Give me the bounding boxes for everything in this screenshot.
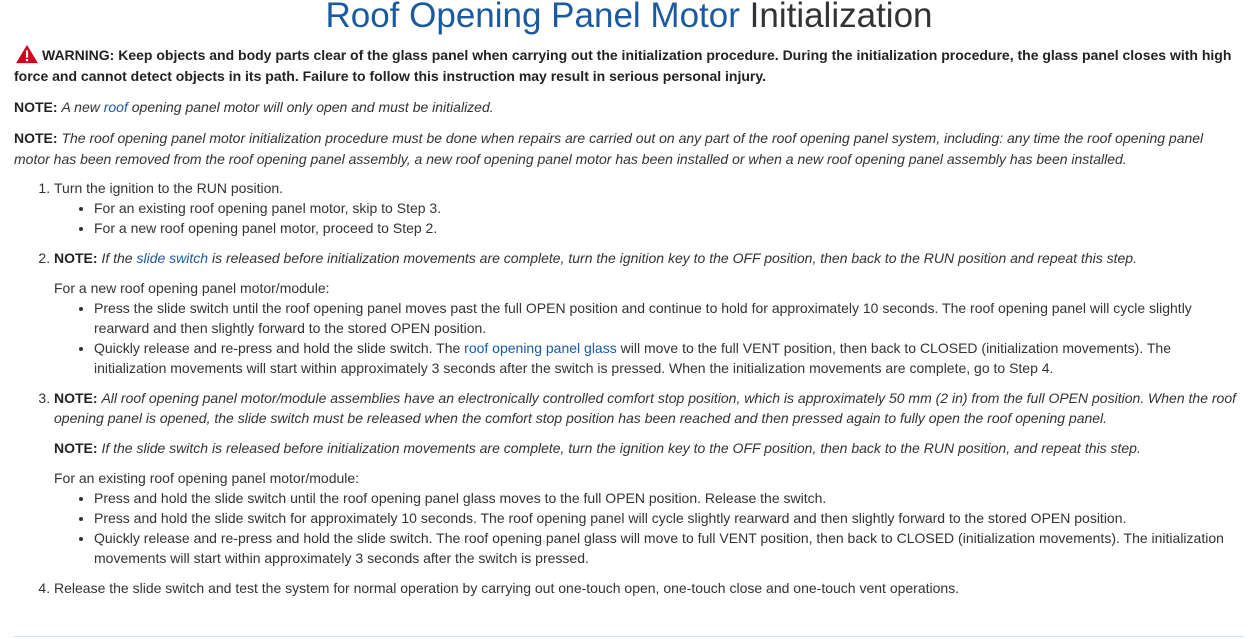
page-title	[0, 0, 1250, 38]
step-3-note-release	[54, 438, 1238, 458]
list-item: • Press the slide switch until the roof opening panel moves past the full OPEN position and continue to hold for approximately 10 seconds. The roof opening panel will cycle slightly rearward and then slightly forward to the stored OPEN position.	[94, 298, 1238, 338]
procedure-steps	[14, 178, 1238, 598]
note-text-pre: A new	[61, 99, 104, 115]
step-1-bullets	[54, 198, 1238, 238]
step-3-intro: For an existing roof opening panel motor/module:	[54, 470, 360, 486]
note-label: NOTE:	[54, 390, 98, 406]
procedure-content	[14, 44, 1238, 598]
divider	[14, 636, 1244, 637]
step-3-bullets	[54, 488, 1238, 568]
note-text: All roof opening panel motor/module assemblies have an electronically controlled comfort stop position, which is approximately 50 mm (2 in) from the full OPEN position. When the roof opening panel is opened, the slide switch must be released when the comfort stop position has been reached and then pressed again to fully open the roof opening panel.	[54, 390, 1236, 426]
step-2	[54, 248, 1238, 378]
list-item: • Press and hold the slide switch for approximately 10 seconds. The roof opening panel will cycle slightly rearward and then slightly forward to the stored OPEN position.	[94, 508, 1238, 528]
slide-switch-link[interactable]: slide switch	[136, 250, 209, 266]
note-new-motor	[14, 97, 1238, 118]
warning-triangle-icon	[14, 44, 40, 64]
note-text-post: opening panel motor will only open and must be initialized.	[127, 99, 494, 115]
step-1	[54, 178, 1238, 238]
list-item: • For a new roof opening panel motor, proceed to Step 2.	[94, 218, 1238, 238]
note-text-pre: If the	[101, 250, 137, 266]
bullet-text-post: will move to the full VENT position, then back to CLOSED (initialization movements). The initialization movements will start within approximately 3 seconds after the switch is pressed. When the initialization movements are complete, go to Step 4.	[94, 340, 1171, 376]
note-label: NOTE:	[54, 250, 98, 266]
bullet-text-pre: Quickly release and re-press and hold the slide switch. The	[94, 340, 465, 356]
list-item	[94, 338, 1238, 378]
warning-text: WARNING: Keep objects and body parts clear of the glass panel when carrying out the initialization procedure. During the initialization procedure, the glass panel closes with high force and cannot detect objects in its path. Failure to follow this instruction may result in serious personal injury.	[14, 47, 1232, 84]
step-3-note-comfort-stop	[54, 388, 1238, 428]
step-3	[54, 388, 1238, 568]
step-1-text: Turn the ignition to the RUN position.	[54, 180, 284, 196]
roof-opening-panel-glass-link[interactable]: roof opening panel glass	[464, 340, 617, 356]
step-2-bullets	[54, 298, 1238, 378]
note-when-required	[14, 128, 1238, 170]
step-2-note	[54, 248, 1238, 268]
note-label: NOTE:	[54, 440, 98, 456]
note-text-post: is released before initialization movements are complete, turn the ignition key to the OFF position, then back to the RUN position and repeat this step.	[208, 250, 1137, 266]
note-label: NOTE:	[14, 130, 58, 146]
warning-callout	[14, 44, 1238, 87]
title-primary: Roof Opening Panel Motor	[325, 0, 740, 35]
step-2-intro: For a new roof opening panel motor/module:	[54, 280, 330, 296]
note-text: The roof opening panel motor initialization procedure must be done when repairs are carried out on any part of the roof opening panel system, including: any time the roof opening panel motor has been removed from the roof opening panel assembly, a new roof opening panel motor has been installed or when a new roof opening panel assembly has been installed.	[14, 130, 1204, 167]
note-label: NOTE:	[14, 99, 58, 115]
note-text: If the slide switch is released before initialization movements are complete, turn the ignition key to the OFF position, then back to the RUN position, and repeat this step.	[101, 440, 1141, 456]
step-4-text: Release the slide switch and test the system for normal operation by carrying out one-touch open, one-touch close and one-touch vent operations.	[54, 580, 960, 596]
list-item: • Quickly release and re-press and hold the slide switch. The roof opening panel glass will move to full VENT position, then back to CLOSED (initialization movements). The initialization movements will start within approximately 3 seconds after the switch is pressed.	[94, 528, 1238, 568]
roof-link[interactable]: roof	[103, 99, 128, 115]
list-item: • Press and hold the slide switch until the roof opening panel glass moves to the full OPEN position. Release the switch.	[94, 488, 1238, 508]
list-item: • For an existing roof opening panel motor, skip to Step 3.	[94, 198, 1238, 218]
step-4	[54, 578, 1238, 598]
title-secondary: Initialization	[749, 0, 933, 35]
